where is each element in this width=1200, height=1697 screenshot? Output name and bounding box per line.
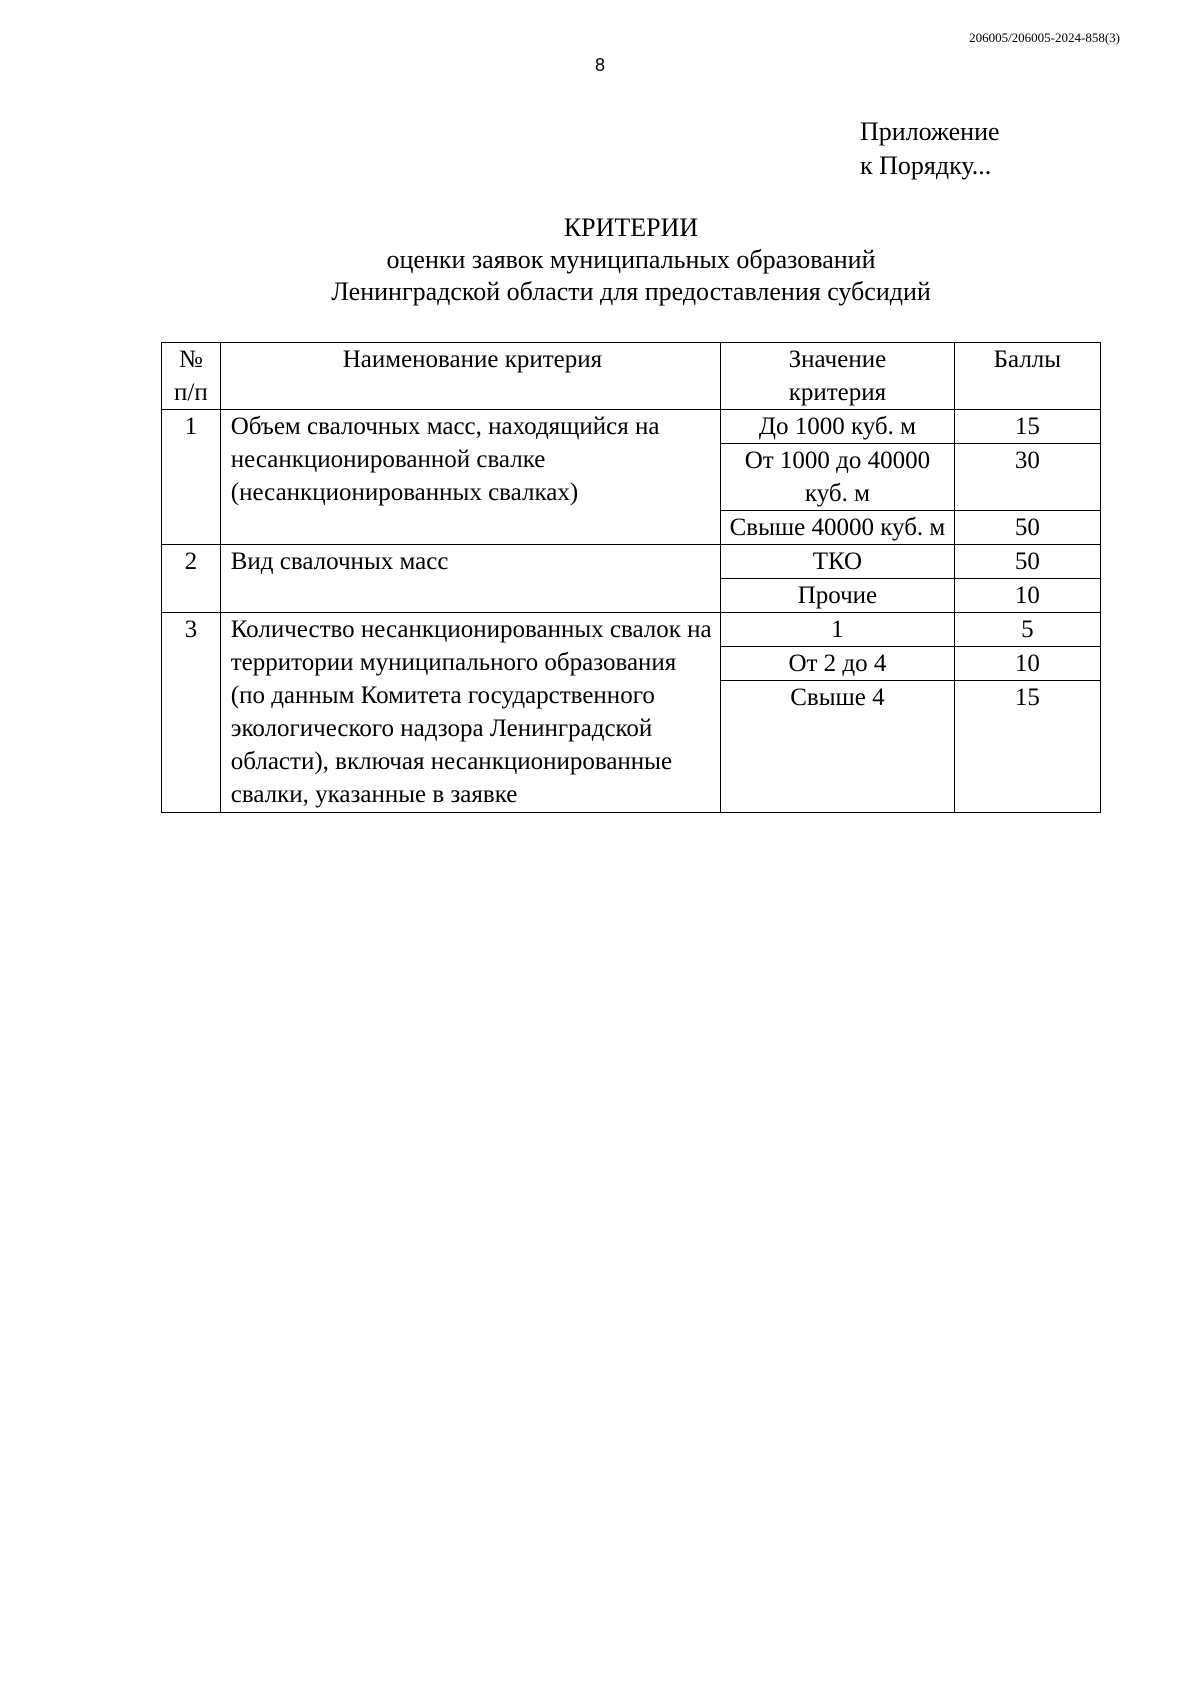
criterion-value: Прочие xyxy=(721,579,955,613)
criterion-name: Объем свалочных масс, находящийся на несанкционированной свалке (несанкционированных свалках) xyxy=(220,410,720,545)
criterion-num: 2 xyxy=(162,545,221,613)
criterion-points: 10 xyxy=(954,647,1100,681)
appendix-line-2: к Порядку... xyxy=(860,151,992,180)
criterion-value: От 1000 до 40000 куб. м xyxy=(721,444,955,511)
header-value-line-1: Значение xyxy=(788,346,887,373)
table-header-row xyxy=(162,343,1101,410)
document-title xyxy=(0,212,1200,308)
criterion-value: 1 xyxy=(721,613,955,647)
header-num-line-2: п/п xyxy=(174,379,208,406)
page-number: 8 xyxy=(594,55,605,75)
criterion-value: От 2 до 4 xyxy=(721,647,955,681)
criterion-value: ТКО xyxy=(721,545,955,579)
criterion-points: 50 xyxy=(954,545,1100,579)
criterion-points: 10 xyxy=(954,579,1100,613)
header-value xyxy=(721,343,955,410)
criterion-name: Количество несанкционированных свалок на территории муниципального образования (по данным Комитета государственного экологического надзора Ленинградской области), включая несанкционированные свалки, указанные в заявке xyxy=(220,613,720,813)
criterion-name: Вид свалочных масс xyxy=(220,545,720,613)
title-main: КРИТЕРИИ xyxy=(563,213,699,242)
criterion-value: Свыше 4 xyxy=(721,681,955,813)
table-row xyxy=(162,410,1101,444)
criterion-points: 15 xyxy=(954,410,1100,444)
header-num-line-1: № xyxy=(178,346,203,373)
table-row xyxy=(162,613,1101,647)
header-num xyxy=(162,343,221,410)
criterion-value: До 1000 куб. м xyxy=(721,410,955,444)
document-id: 206005/206005-2024-858(3) xyxy=(969,30,1120,45)
criterion-value: Свыше 40000 куб. м xyxy=(721,511,955,545)
title-line-2: оценки заявок муниципальных образований xyxy=(386,245,876,274)
title-line-3: Ленинградской области для предоставления субсидий xyxy=(331,277,931,306)
header-points: Баллы xyxy=(954,343,1100,410)
criterion-num: 1 xyxy=(162,410,221,545)
criterion-points: 5 xyxy=(954,613,1100,647)
table-row xyxy=(162,545,1101,579)
criterion-num: 3 xyxy=(162,613,221,813)
appendix-line-1: Приложение xyxy=(860,117,1000,146)
appendix-note xyxy=(860,115,1000,183)
criterion-points: 30 xyxy=(954,444,1100,511)
header-name: Наименование критерия xyxy=(220,343,720,410)
criterion-points: 15 xyxy=(954,681,1100,813)
criterion-points: 50 xyxy=(954,511,1100,545)
criteria-table xyxy=(161,342,1101,813)
header-value-line-2: критерия xyxy=(788,379,887,406)
